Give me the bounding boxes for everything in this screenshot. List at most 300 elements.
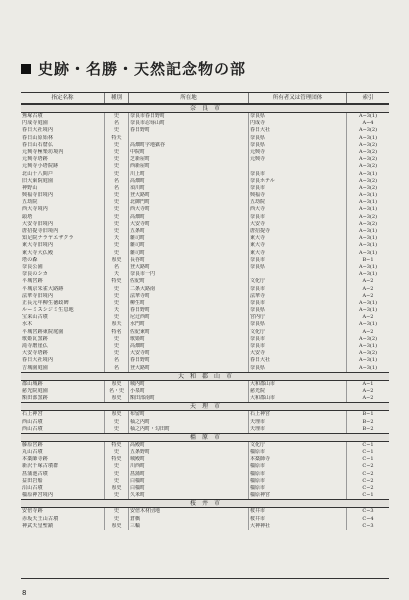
cell-location: 奈良市春日野町 [129, 113, 249, 120]
cell-owner: 奈良市 [249, 343, 347, 350]
cell-owner: 大神神社 [249, 523, 347, 530]
cell-name: 正長元年柳生徳政碑 [21, 300, 105, 307]
cell-index: C−2 [362, 463, 374, 470]
cell-name: 西山古墳 [21, 426, 105, 433]
cell-location: 安倍木材団地 [129, 508, 249, 515]
cell-type: 史 [105, 163, 129, 170]
cell-name: 大安寺塔跡 [21, 350, 105, 357]
title-square-bullet [21, 64, 31, 74]
cell-owner: 橿原市 [249, 463, 347, 470]
cell-location: 登大路町 [129, 365, 249, 372]
table-row [21, 411, 389, 418]
table-row [21, 395, 389, 402]
header-index: 索引 [362, 95, 374, 101]
cell-type: 名 [105, 185, 129, 192]
cell-name: 額田部窯跡 [21, 395, 105, 402]
cell-location: 西新屋町 [129, 163, 249, 170]
cell-type: 名 [105, 178, 129, 185]
cell-type: 史 [105, 516, 129, 523]
cell-name: 赤坂天王山古墳 [21, 516, 105, 523]
cell-owner: 橿原市 [249, 485, 347, 492]
cell-type: 県史 [105, 523, 129, 530]
cell-index: A−3(2) [358, 177, 378, 184]
cell-name: 春日大社境内 [21, 127, 105, 134]
table-row [21, 135, 389, 142]
cell-location: 雑司町 [129, 250, 249, 257]
cell-location: 五条町 [129, 228, 249, 235]
cell-owner: 大安寺 [249, 350, 347, 357]
page-title: 史跡・名勝・天然記念物の部 [38, 60, 247, 78]
cell-location: 雑司町 [129, 242, 249, 249]
cell-owner: 奈良県 [249, 264, 347, 271]
cell-index: A−3(2) [358, 148, 378, 155]
cell-type: 天 [105, 235, 129, 242]
cell-owner: 大和郡山市 [249, 381, 347, 388]
cell-type: 史 [105, 214, 129, 221]
cell-type: 史 [105, 463, 129, 470]
cell-owner: 天理市 [249, 419, 347, 426]
cell-type: 史 [105, 192, 129, 199]
cell-name: 平城宮跡 [21, 278, 105, 285]
cell-owner: 桜井市 [249, 508, 347, 515]
cell-owner: 五劫院 [249, 199, 347, 206]
cell-type: 特史 [105, 456, 129, 463]
cell-type: 史 [105, 336, 129, 343]
cell-name: 円成寺庭園 [21, 120, 105, 127]
cell-owner: 大安寺 [249, 221, 347, 228]
cell-index: A−3(1) [358, 364, 378, 371]
cell-index: A−3(1) [358, 228, 378, 234]
cell-name: ルーミスシジミ生息地 [21, 307, 105, 314]
cell-location: 水門町 [129, 321, 249, 328]
cell-index: C−4 [362, 515, 374, 522]
header-owner: 所有者又は管理団体 [249, 93, 347, 103]
section-title [21, 58, 389, 79]
cell-location: 尼辻西町 [129, 314, 249, 321]
table-row [21, 471, 389, 478]
cell-index: A−3(2) [358, 127, 378, 134]
cell-owner: 円成寺 [249, 120, 347, 127]
cell-type: 天 [105, 271, 129, 278]
cell-index: B−2 [362, 425, 374, 432]
table-row [21, 365, 389, 372]
cell-type: 史 [105, 127, 129, 134]
cell-owner: 橿原市 [249, 478, 347, 485]
cell-location: 北御門町 [129, 199, 249, 206]
cell-owner: 西大寺 [249, 206, 347, 213]
table-row [21, 199, 389, 206]
cell-owner: 天理市 [249, 426, 347, 433]
cell-location: 高畑町 [129, 178, 249, 185]
cell-index: A−2 [362, 285, 374, 292]
table-row [21, 278, 389, 285]
cell-owner: 橿原神宮 [249, 492, 347, 499]
cell-type: 天 [105, 307, 129, 314]
cell-name: 慈光院庭園 [21, 388, 105, 395]
table-row [21, 492, 389, 499]
cell-owner: 橿原市 [249, 471, 347, 478]
cell-type: 史 [105, 221, 129, 228]
cell-location: 杣之内町 [129, 419, 249, 426]
cell-name: 沼山古墳 [21, 485, 105, 492]
cell-name: 菖蒲池古墳 [21, 471, 105, 478]
cell-location: 奈良市一円 [129, 271, 249, 278]
page-number: 8 [22, 589, 27, 597]
cell-location: 登大路町 [129, 264, 249, 271]
cell-name: 歌姫瓦窯跡 [21, 336, 105, 343]
cell-name: 大安寺旧境内 [21, 221, 105, 228]
table-row [21, 271, 389, 278]
cell-owner: 橿原市 [249, 449, 347, 456]
cell-location: 小泉町 [129, 388, 249, 395]
cell-location: 城内町 [129, 381, 249, 388]
cell-index: C−3 [362, 508, 374, 515]
cell-owner: 元興寺 [249, 156, 347, 163]
cell-name: 安倍寺跡 [21, 508, 105, 515]
cell-location: 春日野町 [129, 307, 249, 314]
cell-name: 塔の森 [21, 257, 105, 264]
cell-owner: 宮内庁 [249, 314, 347, 321]
cell-name: 法華寺旧境内 [21, 293, 105, 300]
cell-index: A−3(1) [358, 242, 378, 249]
section-heading: 橿 原 市 [21, 433, 389, 442]
table-row [21, 206, 389, 213]
cell-owner: 春日大社 [249, 357, 347, 364]
table-row [21, 264, 389, 271]
cell-name: 春日大社境内 [21, 357, 105, 364]
cell-type: 史 [105, 314, 129, 321]
table-body [21, 104, 389, 530]
cell-index: A−3(1) [358, 343, 378, 349]
table-row [21, 449, 389, 456]
table-row [21, 350, 389, 357]
cell-type: 名 [105, 264, 129, 271]
cell-location: 長谷町 [129, 257, 249, 264]
table-row [21, 250, 389, 257]
cell-name: 北山十八間戸 [21, 171, 105, 178]
cell-type: 県史 [105, 411, 129, 418]
cell-owner: 春日大社 [249, 127, 347, 134]
cell-index: A−2 [362, 328, 374, 335]
table-row [21, 336, 389, 343]
table-row [21, 221, 389, 228]
header-type: 種別 [105, 93, 129, 103]
cell-type: 史 [105, 142, 129, 149]
cell-index: A−3(1) [358, 263, 378, 270]
table-row [21, 463, 389, 470]
cell-type: 史 [105, 426, 129, 433]
table-row [21, 478, 389, 485]
cell-name: 新沢千塚古墳群 [21, 463, 105, 470]
cell-index: C−1 [362, 492, 374, 499]
table-header [21, 93, 389, 104]
table-row [21, 419, 389, 426]
cell-type: 県史 [105, 257, 129, 264]
cell-index: A−3(1) [358, 206, 378, 213]
table-row [21, 485, 389, 492]
table-row [21, 329, 389, 336]
cell-name: 五劫院 [21, 199, 105, 206]
cell-owner: 奈良県 [249, 135, 347, 142]
cell-name: 郡山城跡 [21, 381, 105, 388]
cell-owner: 奈良県 [249, 321, 347, 328]
cell-type: 県天 [105, 321, 129, 328]
cell-type: 名 [105, 120, 129, 127]
cell-owner: 奈良市 [249, 257, 347, 264]
cell-location: 高畑町 [129, 343, 249, 350]
cell-index: C−1 [362, 441, 374, 448]
cell-owner: 奈良県 [249, 113, 347, 120]
cell-owner: 奈良市 [249, 336, 347, 343]
cell-name: 西山古墳 [21, 419, 105, 426]
cell-type: 史 [105, 113, 129, 120]
cell-type: 特史 [105, 278, 129, 285]
cell-index: A−3(1) [358, 357, 378, 364]
section-heading: 大 和 郡 山 市 [21, 372, 389, 381]
table-row [21, 523, 389, 530]
cell-name: 春日山原始林 [21, 135, 105, 142]
table-row [21, 192, 389, 199]
cell-location: 高殿町 [129, 442, 249, 449]
cell-index: B−2 [362, 418, 374, 425]
section-heading: 桜 井 市 [21, 499, 389, 508]
cell-index: A−3(1) [358, 170, 378, 177]
cell-type: 特名 [105, 329, 129, 336]
cell-owner: 石上神宮 [249, 411, 347, 418]
section-heading: 奈 良 市 [21, 104, 389, 113]
cell-type: 史 [105, 228, 129, 235]
cell-name: 奈良のシカ [21, 271, 105, 278]
cell-owner: 興福寺 [249, 192, 347, 199]
cell-location: 須川町 [129, 185, 249, 192]
cell-name: 東大寺旧境内 [21, 242, 105, 249]
cell-owner: 慈光院 [249, 388, 347, 395]
section-heading: 天 理 市 [21, 402, 389, 411]
cell-index: A−2 [362, 314, 374, 321]
cell-type: 史 [105, 242, 129, 249]
table-row [21, 357, 389, 364]
cell-location: 登大路町 [129, 192, 249, 199]
cell-index: A−2 [362, 387, 374, 394]
table-row [21, 456, 389, 463]
cell-location: 春日野町 [129, 127, 249, 134]
header-name: 指定名称 [21, 93, 105, 103]
monument-table [21, 92, 389, 579]
table-row [21, 235, 389, 242]
table-row [21, 381, 389, 388]
cell-name: 鶯塚古墳 [21, 113, 105, 120]
cell-name: 吉城園庭園 [21, 365, 105, 372]
cell-index: B−1 [362, 411, 374, 418]
cell-name: 丸山古墳 [21, 449, 105, 456]
table-row [21, 442, 389, 449]
cell-location: 大安寺町 [129, 221, 249, 228]
cell-owner: 奈良県 [249, 307, 347, 314]
cell-location: 二条大路南 [129, 286, 249, 293]
cell-type: 史 [105, 449, 129, 456]
cell-type: 県史 [105, 381, 129, 388]
cell-index: A−3(1) [358, 199, 378, 206]
cell-type: 史 [105, 199, 129, 206]
cell-owner: 本薬師寺 [249, 456, 347, 463]
cell-owner [249, 271, 347, 278]
cell-location: 佐紀町 [129, 278, 249, 285]
cell-location: 春日野町 [129, 357, 249, 364]
cell-owner: 奈良県 [249, 142, 347, 149]
cell-name: 旧大乗院庭園 [21, 178, 105, 185]
cell-location: 久米町 [129, 492, 249, 499]
cell-type: 史 [105, 286, 129, 293]
cell-index: A−2 [362, 395, 374, 402]
table-row [21, 178, 389, 185]
cell-type: 史 [105, 149, 129, 156]
cell-name: 知足院ナラヤエザクラ [21, 235, 105, 242]
cell-name: 本薬師寺跡 [21, 456, 105, 463]
cell-location: 法華寺町 [129, 293, 249, 300]
table-row [21, 163, 389, 170]
cell-owner [249, 163, 347, 170]
table-row [21, 426, 389, 433]
cell-location: 三輪 [129, 523, 249, 530]
cell-index: A−3(2) [358, 141, 378, 148]
cell-owner: 奈良市 [249, 214, 347, 221]
cell-index: C−1 [362, 449, 374, 456]
cell-name: 元興寺極楽坊境内 [21, 149, 105, 156]
cell-name: 藤原宮跡 [21, 442, 105, 449]
cell-location: 柳生町 [129, 300, 249, 307]
cell-location: 佐紀東町 [129, 329, 249, 336]
table-row [21, 120, 389, 127]
table-row [21, 307, 389, 314]
cell-location: 歌姫町 [129, 336, 249, 343]
cell-name: 興福寺旧境内 [21, 192, 105, 199]
table-row [21, 113, 389, 120]
cell-location: 五条野町 [129, 449, 249, 456]
cell-index: A−3(1) [358, 192, 378, 199]
table-row [21, 127, 389, 134]
cell-location: 奈良市忍辱山町 [129, 120, 249, 127]
cell-name: 元興寺塔跡 [21, 156, 105, 163]
cell-name: 奈良公園 [21, 264, 105, 271]
cell-name: 橿原神宮境内 [21, 492, 105, 499]
cell-name: 宝来山古墳 [21, 314, 105, 321]
cell-index: A−3(2) [358, 220, 378, 227]
cell-name: 平城京朱雀大路跡 [21, 286, 105, 293]
cell-index: C−3 [362, 522, 374, 529]
cell-index: A−2 [362, 292, 374, 299]
cell-owner: 東大寺 [249, 235, 347, 242]
table-row [21, 286, 389, 293]
cell-owner: 法華寺 [249, 293, 347, 300]
cell-index: A−3(1) [358, 235, 378, 242]
cell-type: 県史 [105, 395, 129, 402]
cell-location: 川西町 [129, 463, 249, 470]
cell-owner: 文化庁 [249, 329, 347, 336]
table-row [21, 156, 389, 163]
table-row [21, 257, 389, 264]
table-row [21, 242, 389, 249]
cell-location: 高畑町字地獄谷 [129, 142, 249, 149]
cell-owner: 奈良ホテル [249, 178, 347, 185]
cell-location: 芝新屋町 [129, 156, 249, 163]
cell-owner: 文化庁 [249, 278, 347, 285]
cell-owner: 奈良市 [249, 185, 347, 192]
cell-index: A−3(2) [358, 335, 378, 342]
cell-index: A−3(1) [358, 307, 378, 314]
cell-location: 杣之内町・勾田町 [129, 426, 249, 433]
cell-location: 額田部南町 [129, 395, 249, 402]
cell-index: A−3(2) [358, 184, 378, 191]
cell-type: 史 [105, 350, 129, 357]
cell-index: A−1 [362, 380, 374, 387]
cell-index: A−3(1) [358, 113, 378, 119]
cell-name: 滝寺磨崖仏 [21, 343, 105, 350]
cell-type: 史 [105, 171, 129, 178]
cell-name: 水木 [21, 321, 105, 328]
cell-index: C−2 [362, 485, 374, 491]
cell-location: 布留町 [129, 411, 249, 418]
cell-index: A−3(2) [358, 350, 378, 357]
cell-type: 史 [105, 156, 129, 163]
cell-index: A−4 [362, 120, 374, 127]
cell-name: 元興寺小塔院跡 [21, 163, 105, 170]
cell-index: C−2 [362, 470, 374, 477]
cell-index: C−1 [362, 456, 374, 463]
table-row [21, 388, 389, 395]
cell-owner: 大和郡山市 [249, 395, 347, 402]
cell-index: A−3(1) [358, 271, 378, 278]
cell-index: B−1 [362, 256, 374, 263]
cell-type: 史 [105, 508, 129, 515]
cell-name: 唐招提寺旧境内 [21, 228, 105, 235]
cell-type: 名 [105, 365, 129, 372]
header-location: 所在地 [129, 93, 249, 103]
table-row [21, 508, 389, 515]
cell-type: 史 [105, 492, 129, 499]
cell-index: A−3(1) [358, 299, 378, 306]
table-row [21, 343, 389, 350]
cell-owner: 奈良県 [249, 365, 347, 372]
cell-index: A−3(1) [358, 134, 378, 141]
cell-type: 特史 [105, 442, 129, 449]
table-row [21, 142, 389, 149]
cell-index: A−3(1) [358, 321, 378, 328]
cell-location: 倉橋 [129, 516, 249, 523]
cell-location [129, 135, 249, 142]
cell-type: 県史 [105, 485, 129, 492]
cell-location: 中院町 [129, 149, 249, 156]
cell-type: 史 [105, 471, 129, 478]
cell-location: 菖蒲町 [129, 471, 249, 478]
cell-name: 東大寺大仏殿 [21, 250, 105, 257]
cell-location: 雑司町 [129, 235, 249, 242]
cell-location: 白橿町 [129, 478, 249, 485]
cell-location: 白橿町 [129, 485, 249, 492]
cell-type: 特天 [105, 135, 129, 142]
cell-name: 神武天皇聖蹟 [21, 523, 105, 530]
cell-index: A−3(2) [358, 213, 378, 220]
cell-index: A−3(1) [358, 249, 378, 256]
cell-type: 名・史 [105, 388, 129, 395]
cell-owner: 唐招提寺 [249, 228, 347, 235]
cell-location: 大安寺町 [129, 350, 249, 357]
cell-name: 春日山石窟仏 [21, 142, 105, 149]
table-row [21, 293, 389, 300]
cell-name: 西大寺境内 [21, 206, 105, 213]
table-row [21, 149, 389, 156]
cell-name: 平城宮跡東院庭園 [21, 329, 105, 336]
cell-type: 史 [105, 206, 129, 213]
